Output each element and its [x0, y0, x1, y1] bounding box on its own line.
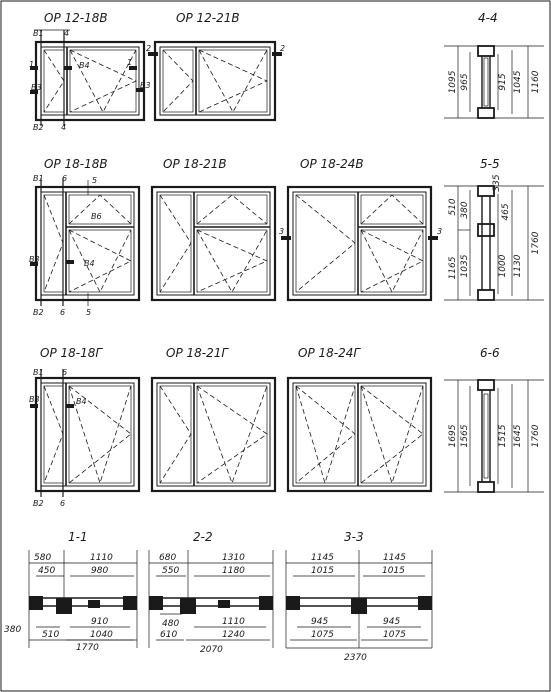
dim-5-5-8: 1760: [531, 231, 541, 255]
dim-2-2-7: 1240: [222, 630, 245, 640]
dim-2-2-3: 1180: [222, 566, 245, 576]
dim-2-2-4: 480: [162, 619, 180, 629]
title-or-12-18v: ОР 12-18В: [44, 11, 108, 25]
mark-b3-right: В3: [140, 81, 151, 90]
dim-5-5-3: 465: [501, 203, 511, 221]
window-or-12-18v: [30, 30, 144, 126]
dim-5-5-4: 1165: [448, 256, 458, 280]
dim-3-3-4: 945: [311, 617, 329, 627]
mark-b3-r3: В3: [29, 395, 40, 404]
title-or-18-21v: ОР 18-21В: [163, 157, 227, 171]
section-5-5-profile: [444, 186, 544, 300]
title-or-18-18g: ОР 18-18Г: [40, 346, 103, 360]
dim-2-2-0: 680: [159, 553, 177, 563]
dim-3-3-5: 945: [383, 617, 401, 627]
mark-6-top-r3: 6: [62, 368, 68, 377]
dim-3-3-7: 1075: [383, 630, 406, 640]
dim-1-1-6: 510: [42, 630, 60, 640]
mark-6-bottom: 6: [60, 308, 66, 317]
title-section-3-3: 3-3: [344, 530, 364, 544]
dim-5-5-0: 335: [492, 174, 502, 192]
title-section-5-5: 5-5: [480, 157, 500, 171]
dim-4-4-3: 1045: [513, 70, 523, 94]
mark-b3-r2: В3: [29, 255, 40, 264]
mark-5-bottom: 5: [86, 308, 92, 317]
mark-b4: В4: [79, 61, 90, 70]
dim-6-6-1: 1565: [460, 424, 470, 448]
mark-2-left: 2: [146, 44, 152, 53]
title-or-18-21g: ОР 18-21Г: [166, 346, 229, 360]
dim-5-5-2: 380: [460, 201, 470, 219]
mark-1-left: 1: [29, 60, 35, 69]
window-or-18-18g: [30, 369, 139, 497]
mark-b3-left: В3: [31, 83, 42, 92]
mark-b1-r3: В1: [33, 368, 44, 377]
title-section-1-1: 1-1: [68, 530, 88, 544]
window-or-18-24g: [288, 378, 431, 491]
title-or-12-21v: ОР 12-21В: [176, 11, 240, 25]
dim-4-4-4: 1160: [531, 70, 541, 94]
title-or-18-24v: ОР 18-24В: [300, 157, 364, 171]
mark-3-right: 3: [437, 227, 443, 236]
dim-2-2-5: 1110: [222, 617, 245, 627]
mark-b4-r2: В4: [84, 259, 95, 268]
dim-6-6-4: 1760: [531, 424, 541, 448]
window-or-18-24v: [281, 187, 438, 300]
mark-2-right: 2: [280, 44, 286, 53]
dim-2-2-8: 2070: [200, 645, 223, 655]
dim-6-6-0: 1695: [448, 424, 458, 448]
window-or-12-21v: [148, 42, 282, 120]
dim-1-1-2: 450: [38, 566, 56, 576]
dim-5-5-6: 1000: [498, 254, 508, 278]
dim-1-1-5: 1040: [90, 630, 113, 640]
title-section-2-2: 2-2: [193, 530, 213, 544]
dim-1-1-4: 910: [91, 617, 109, 627]
mark-b4-r3: В4: [76, 397, 87, 406]
dim-3-3-1: 1145: [383, 553, 406, 563]
dim-1-1-0: 580: [34, 553, 52, 563]
title-or-18-24g: ОР 18-24Г: [298, 346, 361, 360]
dim-1-1-1: 1110: [90, 553, 113, 563]
mark-b2: В2: [33, 123, 44, 132]
dim-1-1-8: 380: [4, 625, 22, 635]
dim-3-3-8: 2370: [344, 653, 367, 663]
dim-6-6-2: 1515: [498, 424, 508, 448]
section-3-3-profile: [286, 550, 432, 648]
dim-5-5-1: 510: [448, 198, 458, 216]
mark-b6: В6: [91, 212, 102, 221]
mark-1-right: 1: [127, 58, 133, 67]
mark-5-top: 5: [92, 176, 98, 185]
section-6-6-profile: [444, 380, 544, 492]
dim-5-5-5: 1035: [460, 254, 470, 278]
section-4-4-profile: [444, 46, 544, 118]
mark-3-left: 3: [279, 227, 285, 236]
mark-4-bottom: 4: [61, 123, 67, 132]
mark-4-top: 4: [64, 29, 70, 38]
dim-3-3-6: 1075: [311, 630, 334, 640]
dim-2-2-2: 550: [162, 566, 180, 576]
dim-2-2-6: 610: [160, 630, 178, 640]
dim-2-2-1: 1310: [222, 553, 245, 563]
mark-6-bottom-r3: 6: [60, 499, 66, 508]
window-or-18-21g: [152, 378, 275, 491]
mark-6-top: 6: [62, 174, 68, 183]
window-or-18-21v: [152, 187, 275, 300]
dim-3-3-2: 1015: [311, 566, 334, 576]
window-or-18-18v: [30, 178, 139, 306]
mark-b2-r2: В2: [33, 308, 44, 317]
dim-1-1-7: 1770: [76, 643, 99, 653]
dim-1-1-3: 980: [91, 566, 109, 576]
title-section-6-6: 6-6: [480, 346, 500, 360]
dim-3-3-0: 1145: [311, 553, 334, 563]
dim-4-4-0: 1095: [448, 70, 458, 94]
mark-b1: В1: [33, 29, 44, 38]
title-section-4-4: 4-4: [478, 11, 498, 25]
dim-5-5-7: 1130: [513, 254, 523, 278]
mark-b1-r2: В1: [33, 174, 44, 183]
dim-6-6-3: 1645: [513, 424, 523, 448]
title-or-18-18v: ОР 18-18В: [44, 157, 108, 171]
dim-3-3-3: 1015: [382, 566, 405, 576]
mark-b2-r3: В2: [33, 499, 44, 508]
dim-4-4-1: 965: [460, 73, 470, 91]
dim-4-4-2: 915: [498, 73, 508, 91]
